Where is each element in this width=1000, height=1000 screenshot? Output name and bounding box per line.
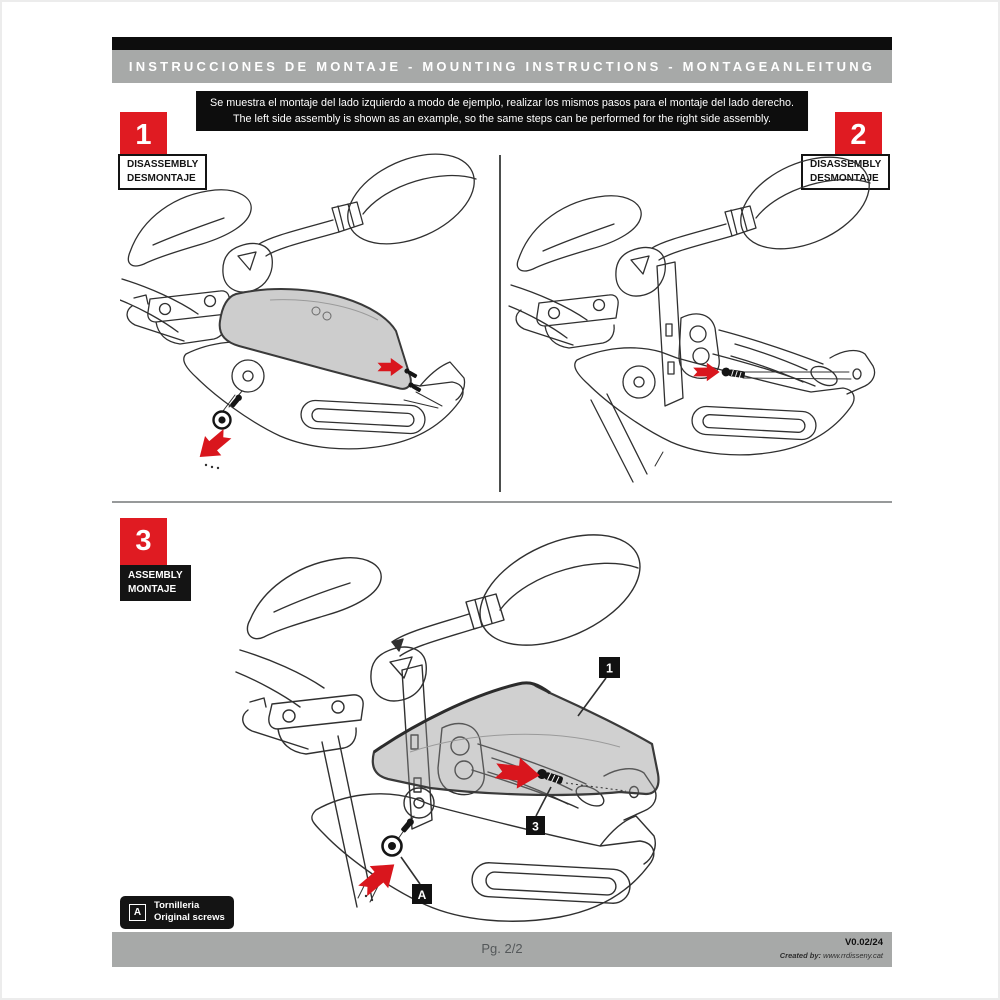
credit-line <box>780 951 883 960</box>
step-3-badge: 3 <box>120 518 167 565</box>
arrow-install-bolt-icon <box>353 853 403 902</box>
step-2-badge: 2 <box>835 112 882 159</box>
brake-reservoir <box>269 695 363 754</box>
notice-line-es: Se muestra el montaje del lado izquierdo a modo de ejemplo, realizar los mismos pasos para el montaje del lado derecho. <box>210 97 794 109</box>
notice-box <box>196 91 808 131</box>
step-3-label-en: ASSEMBLY <box>128 570 183 581</box>
step-1-label-es: DESMONTAJE <box>127 173 196 184</box>
marker-1-label: 1 <box>606 661 613 676</box>
pivot-bolt-hole <box>232 360 264 392</box>
legend-line-en: Original screws <box>154 912 225 924</box>
mirror <box>392 530 657 668</box>
panel-divider-vertical <box>499 155 501 492</box>
handlebar-grip <box>713 330 840 389</box>
brake-reservoir <box>148 291 229 344</box>
step-1-badge: 1 <box>120 112 167 159</box>
disassembly-diagram-1 <box>120 148 492 493</box>
step-3-label <box>120 565 191 601</box>
version-label: V0.02/24 <box>844 937 883 948</box>
section-divider-horizontal <box>112 501 892 503</box>
handlebar-line-art <box>509 148 883 482</box>
notice-line-en: The left side assembly is shown as an example, so the same steps can be performed for the right side assembly. <box>232 113 772 126</box>
step-2-label-es: DESMONTAJE <box>810 173 879 184</box>
step-1-label-en: DISASSEMBLY <box>127 159 199 170</box>
handguard <box>575 348 854 455</box>
header-black-strip <box>112 37 892 50</box>
pivot-bolt-hole <box>623 366 655 398</box>
legend-line-es: Tornilleria <box>154 900 200 911</box>
deflector-screw <box>721 367 745 379</box>
mirror <box>259 148 488 262</box>
step-3-label-es: MONTAJE <box>128 584 177 595</box>
page-number: Pg. 2/2 <box>481 941 523 956</box>
step-2-label-en: DISASSEMBLY <box>810 159 882 170</box>
page-title: INSTRUCCIONES DE MONTAJE - MOUNTING INSTRUCTIONS - MONTAGEANLEITUNG <box>112 50 892 83</box>
footer-bar <box>112 932 892 967</box>
disassembly-diagram-2 <box>505 148 890 493</box>
wind-deflector <box>220 289 411 389</box>
marker-3-label: 3 <box>532 819 539 834</box>
assembly-diagram <box>220 530 700 930</box>
legend-A-icon: A <box>129 904 146 921</box>
arrow-remove-bolt-icon <box>192 424 236 467</box>
brake-reservoir <box>537 295 618 348</box>
pivot-screw-washer <box>383 817 416 855</box>
pivot-screw-washer <box>214 393 244 428</box>
credit-label: Created by: <box>779 951 822 960</box>
screw-hole <box>853 369 861 379</box>
marker-A-label: A <box>417 888 427 902</box>
original-screws-legend <box>120 896 234 929</box>
mirror <box>652 148 883 267</box>
credit-url: www.rrdisseny.cat <box>823 951 883 960</box>
